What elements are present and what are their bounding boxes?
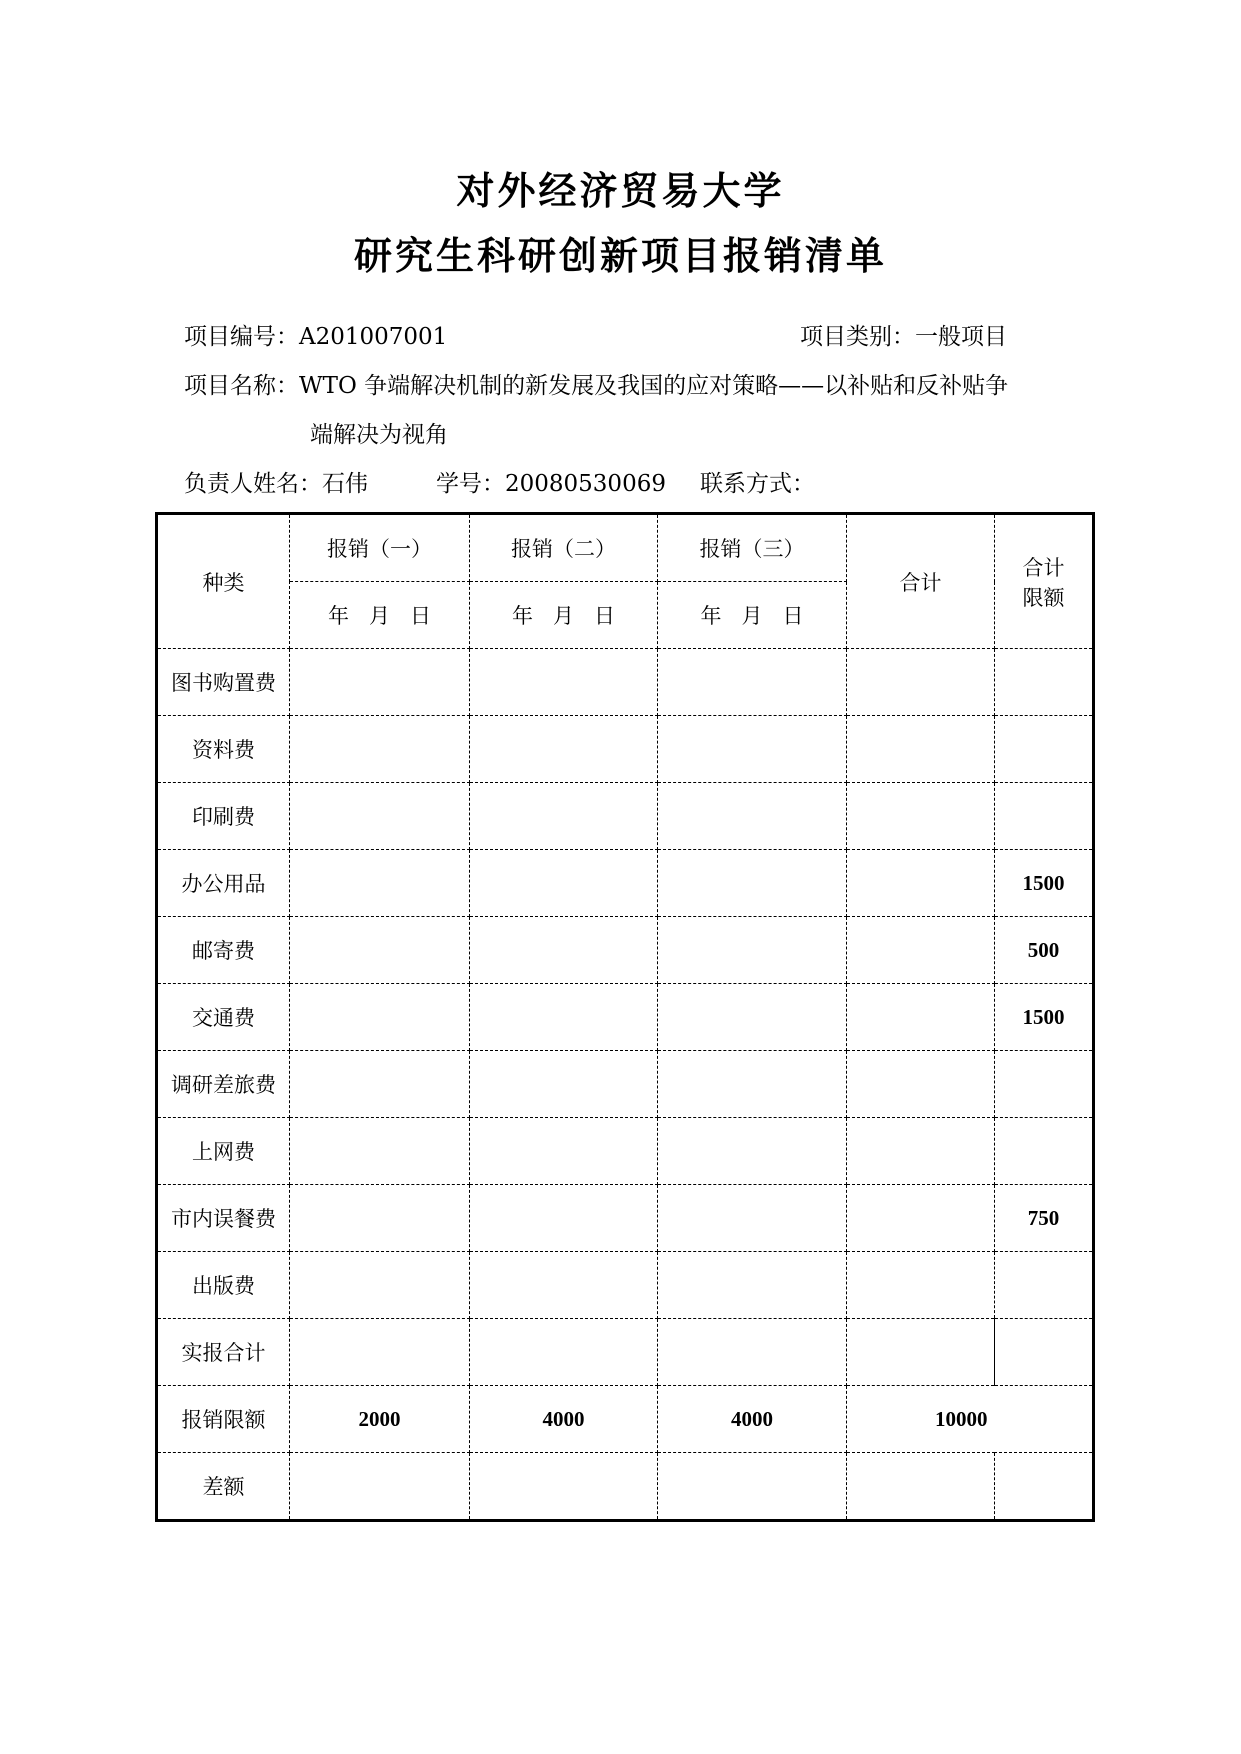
cell-total[interactable] [847,1319,995,1386]
project-number [184,318,447,351]
cell-reimb3[interactable] [658,1252,847,1319]
leader-name [184,465,368,498]
table-row [157,984,1094,1051]
cell-reimb1[interactable] [290,850,470,917]
cell-limit [995,716,1094,783]
cell-limit: 1500 [995,984,1094,1051]
cell-reimb3[interactable] [658,1319,847,1386]
row-label: 上网费 [157,1118,290,1185]
cell-reimb2[interactable] [470,783,658,850]
cell-reimb3[interactable] [658,649,847,716]
table-row [157,1118,1094,1185]
header-limit-line1: 合计 [1022,555,1065,580]
limit-row [157,1386,1094,1453]
cell-reimb3[interactable] [658,1118,847,1185]
row-label: 办公用品 [157,850,290,917]
row-label: 印刷费 [157,783,290,850]
cell-limit: 750 [995,1185,1094,1252]
table-row [157,649,1094,716]
cell-reimb3[interactable] [658,1453,847,1521]
header-reimb2: 报销（二） [470,514,658,582]
header-reimb1: 报销（一） [290,514,470,582]
cell-limit [995,649,1094,716]
cell-reimb2[interactable] [470,1118,658,1185]
row-label: 调研差旅费 [157,1051,290,1118]
row-label: 邮寄费 [157,917,290,984]
cell-total[interactable] [847,649,995,716]
date-month: 月 [553,604,574,628]
cell-reimb1[interactable] [290,716,470,783]
table-row [157,1252,1094,1319]
table-row [157,850,1094,917]
cell-reimb2[interactable] [470,1252,658,1319]
cell-reimb2[interactable] [470,1051,658,1118]
project-name-line2: 端解决为视角 [310,422,448,448]
cell-limit[interactable] [995,1453,1094,1521]
row-label: 图书购置费 [157,649,290,716]
cell-limit: 1500 [995,850,1094,917]
reimbursement-table [155,512,1095,1522]
cell-total[interactable] [847,783,995,850]
project-category-value: 一般项目 [915,324,1007,350]
cell-reimb1[interactable] [290,1051,470,1118]
cell-limit [995,783,1094,850]
date-year: 年 [512,604,533,628]
cell-reimb1[interactable] [290,917,470,984]
cell-reimb2[interactable] [470,850,658,917]
cell-reimb2[interactable] [470,716,658,783]
contact-label: 联系方式： [700,471,815,497]
actual-total-row [157,1319,1094,1386]
row-label: 出版费 [157,1252,290,1319]
date-year: 年 [700,604,722,628]
table-row [157,1185,1094,1252]
cell-reimb1[interactable] [290,1118,470,1185]
cell-reimb1[interactable] [290,1453,470,1521]
header-kind: 种类 [157,514,290,649]
cell-reimb1[interactable] [290,984,470,1051]
header-limit [995,514,1094,649]
cell-reimb2[interactable] [470,917,658,984]
date-reimb2 [470,582,658,649]
date-reimb3 [658,582,847,649]
cell-reimb1[interactable] [290,1319,470,1386]
cell-total[interactable] [847,1453,995,1521]
row-label: 市内误餐费 [157,1185,290,1252]
row-label: 资料费 [157,716,290,783]
cell-reimb1[interactable] [290,783,470,850]
difference-label: 差额 [157,1453,290,1521]
cell-reimb3[interactable] [658,917,847,984]
cell-limit [995,1252,1094,1319]
date-day: 日 [782,604,804,628]
difference-row [157,1453,1094,1521]
university-name: 对外经济贸易大学 [456,169,785,213]
cell-total[interactable] [847,1252,995,1319]
limit-reimb1: 2000 [290,1386,470,1453]
actual-total-label: 实报合计 [157,1319,290,1386]
header-limit-line2: 限额 [1022,585,1065,610]
cell-limit [995,1118,1094,1185]
limit-reimb2: 4000 [470,1386,658,1453]
cell-reimb3[interactable] [658,1185,847,1252]
limit-row-label: 报销限额 [157,1386,290,1453]
cell-total[interactable] [847,1118,995,1185]
table-row [157,1051,1094,1118]
date-day: 日 [594,604,615,628]
limit-total: 10000 [847,1386,1094,1453]
limit-reimb3: 4000 [658,1386,847,1453]
date-month: 月 [741,604,763,628]
cell-reimb1[interactable] [290,1185,470,1252]
cell-limit: 500 [995,917,1094,984]
student-id [436,465,666,498]
header-reimb3: 报销（三） [658,514,847,582]
table-row [157,783,1094,850]
student-id-label: 学号： [436,471,505,497]
project-name [184,367,1008,400]
table-row [157,716,1094,783]
cell-total[interactable] [847,850,995,917]
student-id-value: 20080530069 [505,471,666,497]
cell-reimb2[interactable] [470,984,658,1051]
cell-reimb3[interactable] [658,984,847,1051]
cell-reimb3[interactable] [658,850,847,917]
table-row [157,917,1094,984]
date-month: 月 [369,604,390,628]
cell-reimb3[interactable] [658,783,847,850]
project-number-value: A201007001 [299,324,448,350]
cell-reimb2[interactable] [470,1185,658,1252]
project-name-label: 项目名称： [184,373,299,399]
project-name-line1: WTO 争端解决机制的新发展及我国的应对策略——以补贴和反补贴争 [299,373,1009,399]
cell-total[interactable] [847,917,995,984]
cell-reimb3[interactable] [658,716,847,783]
cell-reimb2[interactable] [470,1319,658,1386]
cell-limit[interactable] [995,1319,1094,1386]
cell-total[interactable] [847,1185,995,1252]
leader-value: 石伟 [322,471,368,497]
cell-reimb1[interactable] [290,1252,470,1319]
leader-label: 负责人姓名： [184,471,322,497]
header-total: 合计 [847,514,995,649]
cell-total[interactable] [847,1051,995,1118]
contact [700,465,815,498]
cell-total[interactable] [847,716,995,783]
project-category-label: 项目类别： [800,324,915,350]
cell-reimb2[interactable] [470,1453,658,1521]
cell-reimb3[interactable] [658,1051,847,1118]
cell-reimb2[interactable] [470,649,658,716]
cell-total[interactable] [847,984,995,1051]
date-reimb1 [290,582,470,649]
row-label: 交通费 [157,984,290,1051]
cell-limit [995,1051,1094,1118]
document-title: 研究生科研创新项目报销清单 [353,234,887,278]
project-category [800,318,1007,351]
cell-reimb1[interactable] [290,649,470,716]
project-number-label: 项目编号： [184,324,299,350]
date-year: 年 [328,604,349,628]
date-day: 日 [410,604,431,628]
